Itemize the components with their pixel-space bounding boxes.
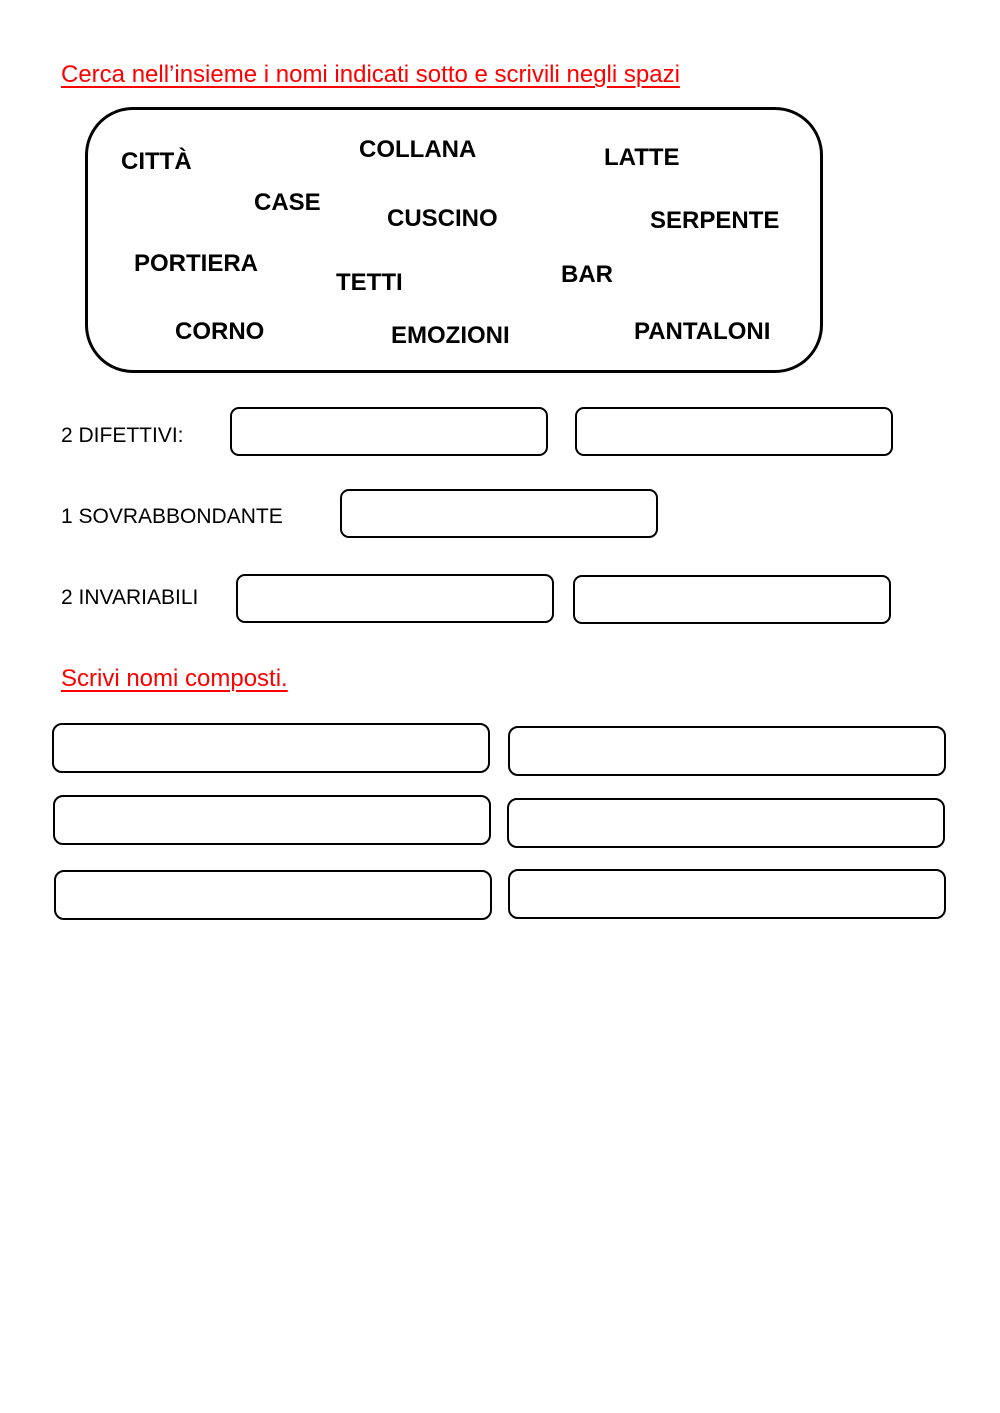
word-latte[interactable]: LATTE (604, 144, 680, 171)
answer-compound-3[interactable] (53, 795, 491, 845)
word-corno[interactable]: CORNO (175, 318, 265, 345)
answer-compound-6[interactable] (508, 869, 946, 919)
compound-heading: Scrivi nomi composti. (61, 665, 288, 692)
answer-compound-2[interactable] (508, 726, 946, 776)
answer-invariabili-1[interactable] (236, 574, 554, 623)
answer-compound-5[interactable] (54, 870, 492, 920)
word-set-box (85, 107, 823, 373)
answer-compound-1[interactable] (52, 723, 490, 773)
word-cuscino[interactable]: CUSCINO (387, 205, 498, 232)
word-portiera[interactable]: PORTIERA (134, 250, 259, 277)
word-case[interactable]: CASE (254, 189, 321, 216)
word-serpente[interactable]: SERPENTE (650, 207, 780, 234)
word-tetti[interactable]: TETTI (336, 269, 403, 296)
word-citta[interactable]: CITTÀ (121, 148, 192, 175)
answer-invariabili-2[interactable] (573, 575, 891, 624)
word-collana[interactable]: COLLANA (359, 136, 477, 163)
label-sovrabbondante: 1 SOVRABBONDANTE (61, 505, 283, 528)
label-difettivi: 2 DIFETTIVI: (61, 424, 184, 447)
answer-difettivi-2[interactable] (575, 407, 893, 456)
word-pantaloni[interactable]: PANTALONI (634, 318, 771, 345)
label-invariabili: 2 INVARIABILI (61, 586, 199, 609)
answer-difettivi-1[interactable] (230, 407, 548, 456)
word-bar[interactable]: BAR (561, 261, 613, 288)
answer-compound-4[interactable] (507, 798, 945, 848)
answer-sovrabbondante-1[interactable] (340, 489, 658, 538)
word-emozioni[interactable]: EMOZIONI (391, 322, 510, 349)
instruction-heading: Cerca nell’insieme i nomi indicati sotto e scrivili negli spazi (61, 61, 680, 88)
